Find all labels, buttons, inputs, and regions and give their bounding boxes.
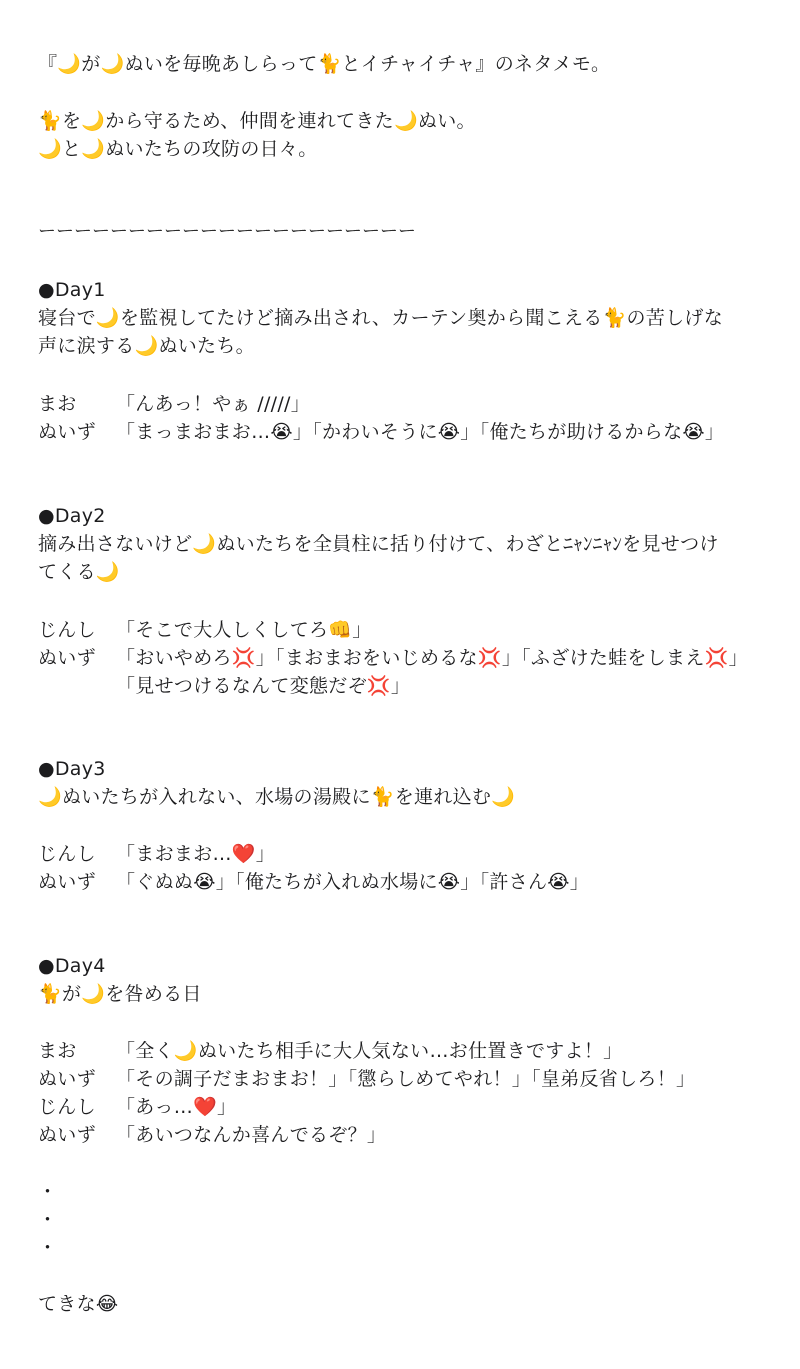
- day1-desc-line-1: 寝台で🌙を監視してたけど摘み出され、カーテン奥から聞こえる🐈の苦しげな: [38, 307, 724, 329]
- day2-desc-line-2: てくる🌙: [38, 561, 120, 583]
- dialog-text: 「おいやめろ💢」「まおまおをいじめるな💢」「ふざけた蛙をしまえ💢」: [116, 647, 748, 669]
- separator-line: ーーーーーーーーーーーーーーーーーーーーー: [38, 221, 416, 242]
- speaker-name: ぬいず: [38, 871, 96, 893]
- day2-dialog-line: [38, 644, 748, 672]
- ellipsis-dot: ・: [38, 1209, 58, 1231]
- day3-dialog-line: [38, 840, 275, 868]
- day3-dialog-line: [38, 868, 589, 896]
- dialog-text: 「ぐぬぬ😭」「俺たちが入れぬ水場に😭」「許さん😭」: [116, 871, 590, 893]
- dialog-text: 「見せつけるなんて変態だぞ💢」: [116, 675, 411, 697]
- day2-desc-line-1: 摘み出さないけど🌙ぬいたちを全員柱に括り付けて、わざとﾆｬﾝﾆｬﾝを見せつけ: [38, 533, 719, 555]
- day4-dialog-line: [38, 1037, 622, 1065]
- day4-dialog-line: [38, 1121, 386, 1149]
- day3-desc-line-1: 🌙ぬいたちが入れない、水場の湯殿に🐈を連れ込む🌙: [38, 786, 516, 808]
- speaker-name: じんし: [38, 1096, 96, 1118]
- speaker-name: ぬいず: [38, 647, 96, 669]
- day3-heading: ●Day3: [38, 758, 106, 780]
- ellipsis-dot: ・: [38, 1181, 58, 1203]
- day1-dialog-line: [38, 390, 310, 418]
- day4-desc-line-1: 🐈が🌙を咎める日: [38, 983, 202, 1005]
- day2-dialog-line: [38, 672, 410, 700]
- speaker-name: じんし: [38, 619, 96, 641]
- dialog-text: 「全く🌙ぬいたち相手に大人気ない…お仕置きですよ！」: [116, 1040, 623, 1062]
- speaker-name: まお: [38, 1040, 77, 1062]
- dialog-text: 「そこで大人しくしてろ👊」: [116, 619, 372, 641]
- intro-line-2: 🐈を🌙から守るため、仲間を連れてきた🌙ぬい。: [38, 110, 476, 132]
- speaker-name: ぬいず: [38, 421, 96, 443]
- ellipsis-dot: ・: [38, 1237, 58, 1259]
- dialog-text: 「あいつなんか喜んでるぞ？」: [116, 1124, 387, 1146]
- day4-heading: ●Day4: [38, 955, 106, 977]
- day2-dialog-line: [38, 616, 372, 644]
- speaker-name: ぬいず: [38, 1068, 96, 1090]
- speaker-name: じんし: [38, 843, 96, 865]
- intro-line-3: 🌙と🌙ぬいたちの攻防の日々。: [38, 138, 318, 160]
- dialog-text: 「その調子だまおまお！」「懲らしめてやれ！」「皇弟反省しろ！」: [116, 1068, 696, 1090]
- day4-dialog-line: [38, 1093, 236, 1121]
- ending-line: てきな😂: [38, 1293, 119, 1315]
- dialog-text: 「まっまおまお…😭」「かわいそうに😭」「俺たちが助けるからな😭」: [116, 421, 725, 443]
- speaker-name: ぬいず: [38, 1124, 96, 1146]
- speaker-name: まお: [38, 393, 77, 415]
- day1-dialog-line: [38, 418, 724, 446]
- day1-heading: ●Day1: [38, 279, 106, 301]
- day4-dialog-line: [38, 1065, 695, 1093]
- intro-line-1: 『🌙が🌙ぬいを毎晩あしらって🐈とイチャイチャ』のネタメモ。: [38, 53, 611, 75]
- day2-heading: ●Day2: [38, 505, 106, 527]
- dialog-text: 「あっ…❤️」: [116, 1096, 237, 1118]
- dialog-text: 「まおまお…❤️」: [116, 843, 276, 865]
- day1-desc-line-2: 声に涙する🌙ぬいたち。: [38, 335, 255, 357]
- dialog-text: 「んあっ！やぁ /////」: [116, 393, 311, 415]
